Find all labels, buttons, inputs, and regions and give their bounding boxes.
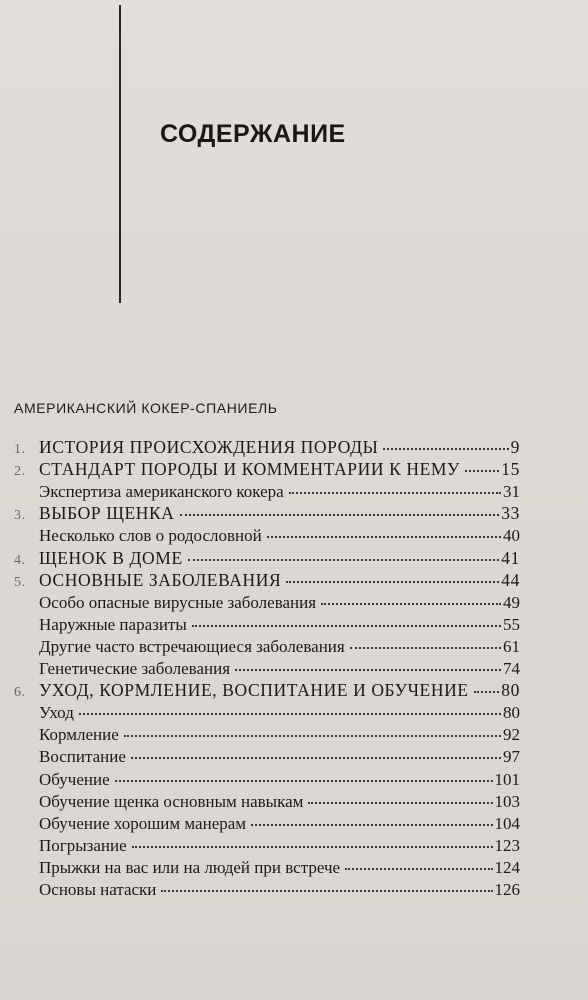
dot-leader <box>308 788 492 804</box>
chapter-number: 3. <box>14 508 26 523</box>
chapter-number: 6. <box>14 685 26 700</box>
page-number: 55 <box>503 615 520 634</box>
page-title: СОДЕРЖАНИЕ <box>160 120 346 148</box>
page-number: 44 <box>501 570 520 590</box>
toc-subsection-row <box>39 813 520 834</box>
dot-leader <box>192 611 501 627</box>
toc-entry-label: Кормление <box>39 725 119 744</box>
dot-leader <box>131 743 501 759</box>
dot-leader <box>286 567 499 583</box>
toc-entry-label: Экспертиза американского кокера <box>39 482 284 501</box>
page-number: 80 <box>503 703 520 722</box>
dot-leader <box>124 721 501 737</box>
dot-leader <box>345 854 492 870</box>
toc-entry-label: Генетические заболевания <box>39 659 231 678</box>
page-number: 104 <box>494 814 520 833</box>
toc-entry-label: Обучение <box>39 770 110 789</box>
dot-leader <box>383 434 508 450</box>
toc-subsection-row <box>39 746 520 767</box>
toc-subsection-row <box>39 592 520 613</box>
toc-entry-label: Несколько слов о родословной <box>39 526 262 545</box>
page-number: 101 <box>494 770 520 789</box>
page-number: 124 <box>494 858 520 877</box>
page-number: 126 <box>494 880 520 899</box>
dot-leader <box>289 478 501 494</box>
chapter-number: 2. <box>14 464 26 479</box>
toc-entry-label: УХОД, КОРМЛЕНИЕ, ВОСПИТАНИЕ И ОБУЧЕНИЕ <box>39 680 469 700</box>
toc-entry-label: Другие часто встречающиеся заболевания <box>39 637 345 656</box>
toc-entry-label: ВЫБОР ЩЕНКА <box>39 503 175 523</box>
dot-leader <box>235 655 501 671</box>
dot-leader <box>267 522 501 538</box>
toc-entry-label: Особо опасные вирусные заболевания <box>39 593 317 612</box>
toc-subsection-row <box>39 658 520 679</box>
chapter-number: 1. <box>14 442 26 457</box>
toc-entry-label: Уход <box>39 703 74 722</box>
toc-subsection-row <box>39 769 520 790</box>
chapter-number: 4. <box>14 553 26 568</box>
toc-subsection-row <box>39 614 520 635</box>
dot-leader <box>79 699 501 715</box>
toc-subsection-row <box>39 481 520 502</box>
toc-subsection-row <box>39 857 520 878</box>
dot-leader <box>132 832 493 848</box>
toc-subsection-row <box>39 835 520 856</box>
toc-entry-label: Основы натаски <box>39 880 157 899</box>
dot-leader <box>474 677 500 693</box>
toc-subsection-row <box>39 525 520 546</box>
toc-entry-label: Прыжки на вас или на людей при встрече <box>39 858 341 877</box>
toc-entry-label: Воспитание <box>39 747 126 766</box>
page-number: 61 <box>503 637 520 656</box>
toc-subsection-row <box>39 724 520 745</box>
toc-subsection-row <box>39 636 520 657</box>
dot-leader <box>350 633 501 649</box>
toc-entry-label: Обучение хорошим манерам <box>39 814 247 833</box>
toc-entry-label: ОСНОВНЫЕ ЗАБОЛЕВАНИЯ <box>39 570 282 590</box>
toc-entry-label: СТАНДАРТ ПОРОДЫ И КОММЕНТАРИИ К НЕМУ <box>39 459 461 479</box>
toc-subsection-row <box>39 702 520 723</box>
page-number: 103 <box>494 792 520 811</box>
page-number: 49 <box>503 593 520 612</box>
toc-entry-label: Обучение щенка основным навыкам <box>39 792 304 811</box>
toc-subsection-row <box>39 879 520 900</box>
dot-leader <box>180 500 500 516</box>
toc-subsection-row <box>39 791 520 812</box>
dot-leader <box>321 589 501 605</box>
page-number: 80 <box>501 680 520 700</box>
page-number: 9 <box>510 437 520 457</box>
toc-entry-label: ИСТОРИЯ ПРОИСХОЖДЕНИЯ ПОРОДЫ <box>39 437 379 457</box>
page-number: 97 <box>503 747 520 766</box>
chapter-number: 5. <box>14 575 26 590</box>
dot-leader <box>188 545 500 561</box>
dot-leader <box>465 456 499 472</box>
toc-entry-label: ЩЕНОК В ДОМЕ <box>39 548 183 568</box>
toc-entry-label: Наружные паразиты <box>39 615 187 634</box>
book-title: АМЕРИКАНСКИЙ КОКЕР-СПАНИЕЛЬ <box>14 400 278 416</box>
dot-leader <box>251 810 492 826</box>
page-number: 40 <box>503 526 520 545</box>
page-number: 41 <box>501 548 520 568</box>
page-number: 15 <box>501 459 520 479</box>
dot-leader <box>161 876 492 892</box>
page-number: 31 <box>503 482 520 501</box>
dot-leader <box>115 766 493 782</box>
toc-chapter-row <box>14 437 520 460</box>
page-number: 92 <box>503 725 520 744</box>
toc-entry-label: Погрызание <box>39 836 127 855</box>
page-number: 123 <box>494 836 520 855</box>
page-number: 33 <box>501 503 520 523</box>
page-number: 74 <box>503 659 520 678</box>
